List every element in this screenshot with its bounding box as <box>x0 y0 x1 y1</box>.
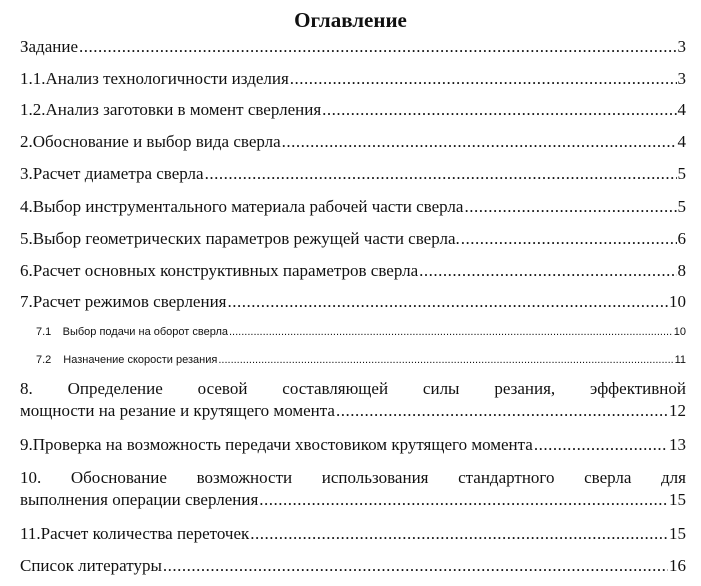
toc-page-number: 16 <box>669 556 686 575</box>
toc-entry-text: Проверка на возможность передачи хвостовиком крутящего момента <box>32 435 533 454</box>
toc-entry-text: Назначение скорости резания <box>63 354 218 366</box>
toc-multiline-entry <box>20 467 686 511</box>
toc-entry-text: Расчет основных конструктивных параметров сверла <box>32 261 419 280</box>
toc-entry-text: Выбор геометрических параметров режущей части сверла. <box>32 229 460 248</box>
toc-page-number: 10 <box>669 292 686 311</box>
toc-dot-leader <box>290 68 677 90</box>
page-title: Оглавление <box>294 8 407 32</box>
toc-entry-text: Расчет режимов сверления <box>32 292 227 311</box>
toc-entry-number: 3. <box>20 164 33 183</box>
toc-dot-leader <box>464 196 676 218</box>
toc-page-number: 6 <box>677 229 686 248</box>
toc-page-number: 5 <box>677 197 686 216</box>
toc-dot-leader <box>205 163 677 185</box>
toc-entry-number: 7. <box>20 292 33 311</box>
toc-multiline-entry <box>20 378 686 422</box>
toc-entry <box>20 260 686 282</box>
toc-entry-text: Список литературы <box>20 556 162 575</box>
toc-entry-number: 5. <box>20 229 33 248</box>
toc-entry-text: Выбор подачи на оборот сверла <box>62 326 228 338</box>
toc-entry-text-line2: выполнения операции сверления <box>20 490 259 509</box>
toc-entry <box>20 228 686 250</box>
toc-entry-text-line2: мощности на резание и крутящего момента <box>20 401 335 420</box>
toc-entry <box>20 291 686 313</box>
toc-entry <box>20 99 686 121</box>
toc-entry <box>20 523 686 545</box>
toc-entry <box>20 131 686 153</box>
toc-entry-number: 4. <box>20 197 33 216</box>
toc-page-number: 5 <box>677 164 686 183</box>
toc-entry-number: 9. <box>20 435 33 454</box>
toc-page-number: 13 <box>669 435 686 454</box>
toc-page-number: 3 <box>677 37 686 56</box>
toc-page-number: 4 <box>677 100 686 119</box>
toc-dot-leader <box>534 434 668 456</box>
toc-entry-text: Анализ технологичности изделия <box>45 69 289 88</box>
toc-entry <box>20 196 686 218</box>
toc-entry <box>20 434 686 456</box>
toc-page-number: 15 <box>669 490 686 509</box>
toc-entry-second-line <box>20 400 686 422</box>
toc-page-number: 12 <box>669 401 686 420</box>
toc-entry-text: Анализ заготовки в момент сверления <box>45 100 322 119</box>
toc-entry-number: 1.1. <box>20 69 46 88</box>
toc-page-number: 3 <box>677 69 686 88</box>
toc-dot-leader <box>79 36 677 58</box>
toc-dot-leader <box>461 228 677 250</box>
toc-dot-leader <box>336 400 668 422</box>
toc-entry-text-line1: 8. Определение осевой составляющей силы резания, эффективной <box>20 379 686 398</box>
toc-entry-number: 1.2. <box>20 100 46 119</box>
toc-entry-number: 11. <box>20 524 41 543</box>
toc-entry-text: Расчет диаметра сверла <box>32 164 204 183</box>
toc-page-number: 4 <box>677 132 686 151</box>
toc-entry <box>20 68 686 90</box>
toc-entry-text-line1: 10. Обоснование возможности использования стандартного сверла для <box>20 468 686 487</box>
toc-entry-text: Выбор инструментального материала рабочей части сверла <box>32 197 464 216</box>
toc-dot-leader <box>282 131 677 153</box>
toc-entry-text: Обоснование и выбор вида сверла <box>32 132 281 151</box>
toc-page-number: 15 <box>669 524 686 543</box>
toc-entry-number: 2. <box>20 132 33 151</box>
toc-dot-leader <box>250 523 668 545</box>
toc-dot-leader <box>163 555 668 577</box>
toc-entry-number: 6. <box>20 261 33 280</box>
toc-dot-leader <box>322 99 676 121</box>
toc-page-number: 8 <box>677 261 686 280</box>
toc-entry <box>20 36 686 58</box>
toc-entry-number: 7.1 <box>36 326 52 338</box>
toc-subentry <box>36 325 686 339</box>
toc-entry-number: 7.2 <box>36 354 52 366</box>
toc-dot-leader <box>419 260 676 282</box>
toc-entry-text: Задание <box>20 37 78 56</box>
toc-dot-leader <box>218 353 673 367</box>
toc-entry-text: Расчет количества переточек <box>40 524 250 543</box>
toc-dot-leader <box>228 291 669 313</box>
toc-entry <box>20 163 686 185</box>
toc-page-number: 11 <box>674 354 686 366</box>
toc-dot-leader <box>259 489 668 511</box>
toc-entry-second-line <box>20 489 686 511</box>
toc-subentry <box>36 353 686 367</box>
toc-dot-leader <box>229 325 673 339</box>
toc-page-number: 10 <box>673 326 686 338</box>
toc-entry <box>20 555 686 577</box>
